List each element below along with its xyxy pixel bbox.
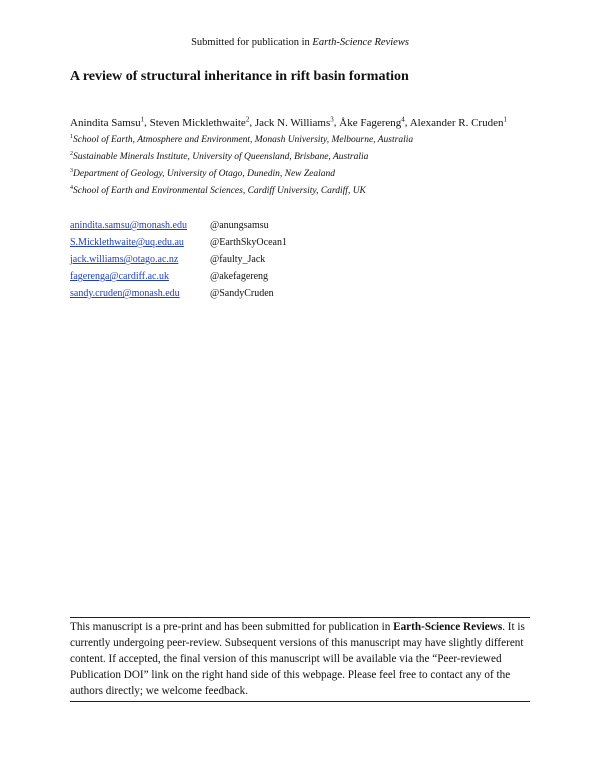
contact-row [70, 254, 287, 271]
contact-row [70, 271, 287, 288]
notice-text-continued: . It is currently undergoing peer-review. Subsequent versions of this manuscript may have slightly different content. If accepted, the final version of this manuscript will be available via the “Peer-reviewed Publication DOI” link on the right hand side of this webpage. Please feel free to contact any of the authors directly; we welcome feedback. [70, 621, 525, 697]
twitter-handle: @EarthSkyOcean1 [210, 237, 287, 248]
author: Steven Micklethwaite$^2$ [149, 115, 250, 129]
twitter-handle: @SandyCruden [210, 288, 274, 299]
email-link[interactable]: jack.williams@otago.ac.nz [70, 254, 179, 265]
header-journal: Earth-Science Reviews [312, 37, 409, 48]
notice-text: This manuscript is a pre-print and has been submitted for publication in [70, 621, 394, 633]
author: Anindita Samsu$^1$ [70, 115, 145, 129]
contact-list [70, 220, 287, 305]
contact-row [70, 237, 287, 254]
notice-journal: Earth-Science Reviews [393, 621, 503, 633]
author: Åke Fagereng$^4$ [339, 115, 405, 129]
header-prefix: Submitted for publication in [191, 37, 313, 48]
affiliation: $^2$Sustainable Minerals Institute, University of Queensland, Brisbane, Australia [70, 151, 369, 163]
email-link[interactable]: anindita.samsu@monash.edu [70, 220, 187, 231]
author: Jack N. Williams$^3$ [254, 115, 334, 129]
contact-row [70, 220, 287, 237]
running-header [0, 37, 600, 48]
twitter-handle: @faulty_Jack [210, 254, 266, 265]
author-list: Anindita Samsu$^1$, Steven Micklethwaite$^2$, Jack N. Williams$^3$, Åke Fagereng$^4$, Alexander R. Cruden$^1$ [70, 115, 507, 129]
author: Alexander R. Cruden$^1$ [409, 115, 507, 129]
preprint-notice [70, 617, 530, 702]
contact-row [70, 288, 287, 305]
affiliation: $^1$School of Earth, Atmosphere and Environment, Monash University, Melbourne, Australia [70, 134, 414, 146]
twitter-handle: @akefagereng [210, 271, 269, 282]
paper-title: A review of structural inheritance in rift basin formation [70, 69, 409, 84]
email-link[interactable]: sandy.cruden@monash.edu [70, 288, 180, 299]
email-link[interactable]: S.Micklethwaite@uq.edu.au [70, 237, 184, 248]
affiliation: $^3$Department of Geology, University of Otago, Dunedin, New Zealand [70, 168, 336, 180]
affiliation: $^4$School of Earth and Environmental Sciences, Cardiff University, Cardiff, UK [70, 185, 366, 197]
twitter-handle: @anungsamsu [210, 220, 269, 231]
email-link[interactable]: fagerenga@cardiff.ac.uk [70, 271, 169, 282]
